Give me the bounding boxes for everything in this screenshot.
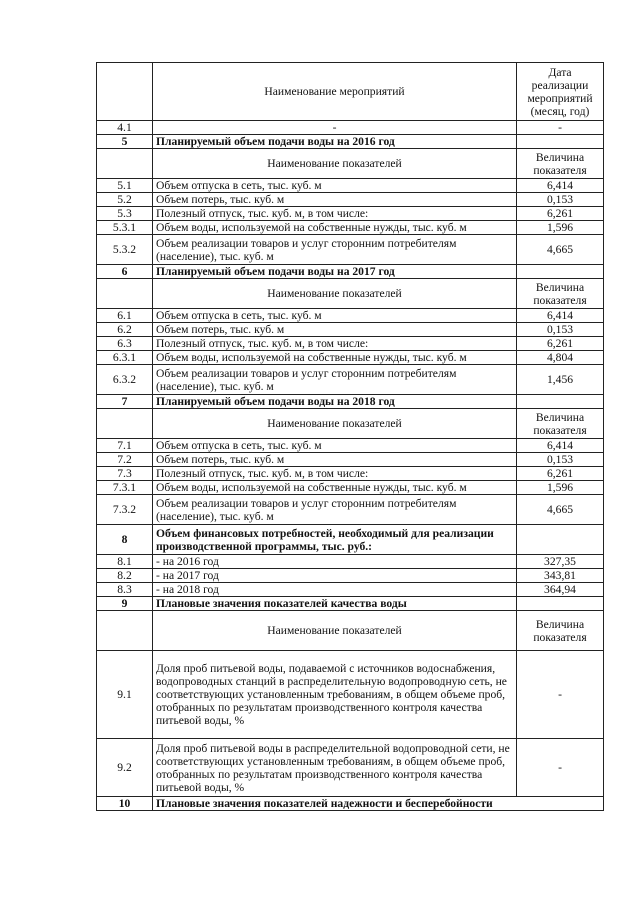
row-num: 9.1: [97, 651, 153, 739]
table-row: [97, 193, 604, 207]
empty-cell: [97, 149, 153, 179]
row-value: 364,94: [517, 583, 604, 597]
row-value: 1,456: [517, 365, 604, 395]
row-name: - на 2017 год: [153, 569, 517, 583]
row-value: -: [517, 121, 604, 135]
row-value: 1,596: [517, 221, 604, 235]
empty-cell: [517, 265, 604, 279]
subheader-name: Наименование показателей: [153, 611, 517, 651]
subheader-value: Величина показателя: [517, 409, 604, 439]
table-row: [97, 207, 604, 221]
header-name-cell: Наименование мероприятий: [153, 63, 517, 121]
row-num: 7.3.2: [97, 495, 153, 525]
row-num: 8.3: [97, 583, 153, 597]
row-name: Объем воды, используемой на собственные нужды, тыс. куб. м: [153, 221, 517, 235]
empty-cell: [97, 279, 153, 309]
section-title: Плановые значения показателей надежности и бесперебойности: [153, 797, 604, 811]
row-num: 7.1: [97, 439, 153, 453]
row-value: 6,261: [517, 467, 604, 481]
table-row: [97, 467, 604, 481]
row-num: 4.1: [97, 121, 153, 135]
table-row: [97, 453, 604, 467]
row-value: 327,35: [517, 555, 604, 569]
empty-cell: [97, 611, 153, 651]
section-num: 6: [97, 265, 153, 279]
row-name: Полезный отпуск, тыс. куб. м, в том числе:: [153, 337, 517, 351]
row-num: 8.2: [97, 569, 153, 583]
section-title: Плановые значения показателей качества воды: [153, 597, 517, 611]
section-title-row: [97, 797, 604, 811]
row-name: Объем реализации товаров и услуг сторонним потребителям (население), тыс. куб. м: [153, 365, 517, 395]
empty-cell: [517, 525, 604, 555]
row-value: 0,153: [517, 323, 604, 337]
section-num: 8: [97, 525, 153, 555]
row-name: Объем потерь, тыс. куб. м: [153, 323, 517, 337]
row-num: 5.3.2: [97, 235, 153, 265]
row-name: Доля проб питьевой воды в распределительной водопроводной сети, не соответствующих установленным требованиям, в общем объеме проб, отобранных по результатам производственного контроля качества питьевой воды, %: [153, 739, 517, 797]
table-row: [97, 739, 604, 797]
table-row: [97, 651, 604, 739]
row-name: - на 2016 год: [153, 555, 517, 569]
row-name: -: [153, 121, 517, 135]
program-indicators-table: [96, 62, 604, 811]
row-name: Объем потерь, тыс. куб. м: [153, 453, 517, 467]
empty-cell: [517, 395, 604, 409]
table-row: [97, 365, 604, 395]
subheader-row: [97, 611, 604, 651]
row-num: 6.3: [97, 337, 153, 351]
section-title-row: [97, 135, 604, 149]
subheader-name: Наименование показателей: [153, 149, 517, 179]
row-num: 5.3.1: [97, 221, 153, 235]
row-num: 6.1: [97, 309, 153, 323]
section-title: Объем финансовых потребностей, необходимый для реализации производственной программы, тыс. руб.:: [153, 525, 517, 555]
row-value: 6,414: [517, 179, 604, 193]
empty-cell: [97, 409, 153, 439]
subheader-row: [97, 409, 604, 439]
row-name: Объем воды, используемой на собственные нужды, тыс. куб. м: [153, 481, 517, 495]
table-row: [97, 121, 604, 135]
subheader-name: Наименование показателей: [153, 409, 517, 439]
section-num: 7: [97, 395, 153, 409]
row-num: 9.2: [97, 739, 153, 797]
row-num: 7.3: [97, 467, 153, 481]
row-name: Объем отпуска в сеть, тыс. куб. м: [153, 179, 517, 193]
row-name: Объем отпуска в сеть, тыс. куб. м: [153, 309, 517, 323]
row-name: Доля проб питьевой воды, подаваемой с источников водоснабжения, водопроводных станций в распределительную водопроводную сеть, не соответствующих установленным требованиям, в общем объеме проб, отобранных по результатам производственного контроля качества питьевой воды, %: [153, 651, 517, 739]
subheader-row: [97, 279, 604, 309]
table-header-row: [97, 63, 604, 121]
table-row: [97, 569, 604, 583]
row-num: 5.1: [97, 179, 153, 193]
table-row: [97, 439, 604, 453]
row-num: 6.3.1: [97, 351, 153, 365]
row-name: Полезный отпуск, тыс. куб. м, в том числе:: [153, 467, 517, 481]
row-value: 4,804: [517, 351, 604, 365]
table-row: [97, 221, 604, 235]
row-name: - на 2018 год: [153, 583, 517, 597]
row-value: 6,261: [517, 207, 604, 221]
row-value: -: [517, 651, 604, 739]
row-num: 6.3.2: [97, 365, 153, 395]
subheader-value: Величина показателя: [517, 611, 604, 651]
section-num: 5: [97, 135, 153, 149]
section-num: 10: [97, 797, 153, 811]
row-value: 6,414: [517, 309, 604, 323]
subheader-row: [97, 149, 604, 179]
subheader-value: Величина показателя: [517, 149, 604, 179]
row-num: 8.1: [97, 555, 153, 569]
row-value: 1,596: [517, 481, 604, 495]
subheader-name: Наименование показателей: [153, 279, 517, 309]
row-name: Объем воды, используемой на собственные нужды, тыс. куб. м: [153, 351, 517, 365]
section-title: Планируемый объем подачи воды на 2016 год: [153, 135, 517, 149]
row-name: Объем реализации товаров и услуг сторонним потребителям (население), тыс. куб. м: [153, 495, 517, 525]
row-value: 343,81: [517, 569, 604, 583]
table-row: [97, 583, 604, 597]
table-row: [97, 481, 604, 495]
row-value: 6,414: [517, 439, 604, 453]
table-row: [97, 351, 604, 365]
row-value: 4,665: [517, 235, 604, 265]
row-num: 5.2: [97, 193, 153, 207]
row-value: 0,153: [517, 193, 604, 207]
row-num: 7.3.1: [97, 481, 153, 495]
table-row: [97, 235, 604, 265]
table-row: [97, 495, 604, 525]
empty-cell: [517, 135, 604, 149]
section-title-row: [97, 395, 604, 409]
table-row: [97, 555, 604, 569]
section-title-row: [97, 525, 604, 555]
table-row: [97, 337, 604, 351]
row-num: 6.2: [97, 323, 153, 337]
row-num: 7.2: [97, 453, 153, 467]
section-title-row: [97, 597, 604, 611]
section-title: Планируемый объем подачи воды на 2017 год: [153, 265, 517, 279]
section-num: 9: [97, 597, 153, 611]
table-row: [97, 179, 604, 193]
table-row: [97, 323, 604, 337]
row-num: 5.3: [97, 207, 153, 221]
header-num-cell: [97, 63, 153, 121]
header-date-cell: Дата реализации мероприятий (месяц, год): [517, 63, 604, 121]
subheader-value: Величина показателя: [517, 279, 604, 309]
empty-cell: [517, 597, 604, 611]
row-value: 6,261: [517, 337, 604, 351]
row-name: Объем реализации товаров и услуг сторонним потребителям (население), тыс. куб. м: [153, 235, 517, 265]
row-value: 0,153: [517, 453, 604, 467]
row-name: Полезный отпуск, тыс. куб. м, в том числе:: [153, 207, 517, 221]
section-title: Планируемый объем подачи воды на 2018 год: [153, 395, 517, 409]
row-value: 4,665: [517, 495, 604, 525]
row-name: Объем отпуска в сеть, тыс. куб. м: [153, 439, 517, 453]
row-value: -: [517, 739, 604, 797]
row-name: Объем потерь, тыс. куб. м: [153, 193, 517, 207]
section-title-row: [97, 265, 604, 279]
table-row: [97, 309, 604, 323]
